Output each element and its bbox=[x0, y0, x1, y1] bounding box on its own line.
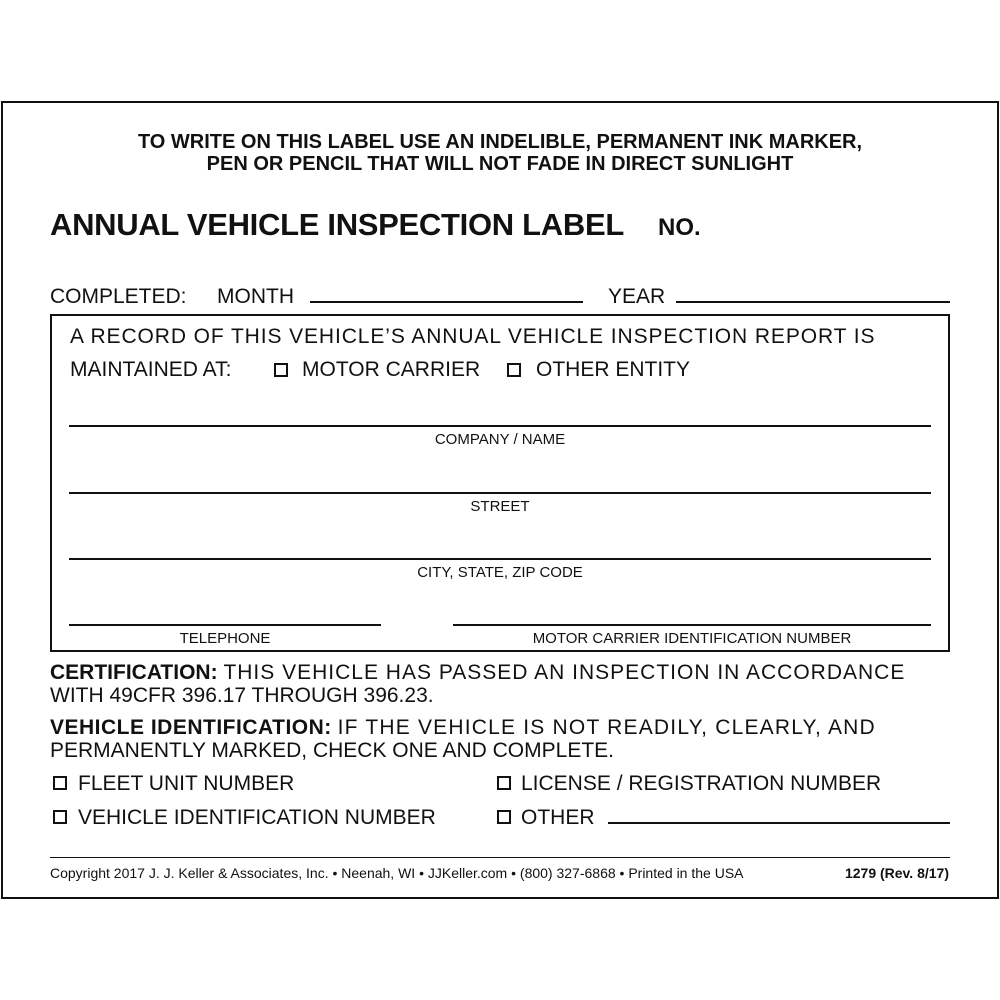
vehicle-identification-text-line-1: IF THE VEHICLE IS NOT READILY, CLEARLY, AND bbox=[337, 716, 876, 739]
month-label: MONTH bbox=[217, 285, 294, 308]
vehicle-identification-text-line-2: PERMANENTLY MARKED, CHECK ONE AND COMPLETE. bbox=[50, 739, 614, 762]
completed-label: COMPLETED: bbox=[50, 285, 187, 308]
instructions-line-2: PEN OR PENCIL THAT WILL NOT FADE IN DIRECT SUNLIGHT bbox=[206, 153, 794, 175]
record-statement: A RECORD OF THIS VEHICLE’S ANNUAL VEHICLE INSPECTION REPORT IS bbox=[70, 325, 876, 348]
label-number-caption: NO. bbox=[658, 214, 701, 241]
fleet-unit-number-label: FLEET UNIT NUMBER bbox=[78, 772, 295, 795]
label-title: ANNUAL VEHICLE INSPECTION LABEL bbox=[50, 207, 624, 242]
certification-text-line-2: WITH 49CFR 396.17 THROUGH 396.23. bbox=[50, 684, 434, 707]
maintained-at-label: MAINTAINED AT: bbox=[70, 358, 232, 381]
vin-label: VEHICLE IDENTIFICATION NUMBER bbox=[78, 806, 436, 829]
certification-statement bbox=[50, 661, 905, 685]
telephone-caption: TELEPHONE bbox=[179, 630, 271, 647]
motor-carrier-id-field[interactable] bbox=[453, 624, 931, 626]
other-entity-checkbox[interactable] bbox=[507, 363, 521, 377]
other-entity-option-label: OTHER ENTITY bbox=[536, 358, 691, 381]
other-label: OTHER bbox=[521, 806, 595, 829]
month-field[interactable] bbox=[310, 301, 583, 303]
street-field[interactable] bbox=[69, 492, 931, 494]
certification-heading: CERTIFICATION: bbox=[50, 661, 218, 684]
license-registration-checkbox[interactable] bbox=[497, 776, 511, 790]
vin-checkbox[interactable] bbox=[53, 810, 67, 824]
other-checkbox[interactable] bbox=[497, 810, 511, 824]
certification-text-line-1: THIS VEHICLE HAS PASSED AN INSPECTION IN ACCORDANCE bbox=[223, 661, 906, 684]
license-registration-label: LICENSE / REGISTRATION NUMBER bbox=[521, 772, 882, 795]
street-caption: STREET bbox=[470, 498, 530, 515]
form-number: 1279 (Rev. 8/17) bbox=[844, 865, 949, 881]
motor-carrier-checkbox[interactable] bbox=[274, 363, 288, 377]
city-state-zip-caption: CITY, STATE, ZIP CODE bbox=[417, 564, 583, 581]
company-name-caption: COMPANY / NAME bbox=[434, 431, 566, 448]
company-name-field[interactable] bbox=[69, 425, 931, 427]
fleet-unit-number-checkbox[interactable] bbox=[53, 776, 67, 790]
other-field[interactable] bbox=[608, 822, 950, 824]
motor-carrier-id-caption: MOTOR CARRIER IDENTIFICATION NUMBER bbox=[532, 630, 852, 647]
vehicle-identification-statement bbox=[50, 716, 876, 740]
telephone-field[interactable] bbox=[69, 624, 381, 626]
vehicle-identification-heading: VEHICLE IDENTIFICATION: bbox=[50, 716, 332, 739]
motor-carrier-option-label: MOTOR CARRIER bbox=[302, 358, 481, 381]
copyright-text: Copyright 2017 J. J. Keller & Associates, Inc. • Neenah, WI • JJKeller.com • (800) 327-6868 • Printed in the USA bbox=[50, 865, 744, 881]
year-label: YEAR bbox=[608, 285, 666, 308]
year-field[interactable] bbox=[676, 301, 950, 303]
instructions-line-1: TO WRITE ON THIS LABEL USE AN INDELIBLE, PERMANENT INK MARKER, bbox=[137, 131, 863, 153]
city-state-zip-field[interactable] bbox=[69, 558, 931, 560]
footer-divider bbox=[50, 857, 950, 858]
